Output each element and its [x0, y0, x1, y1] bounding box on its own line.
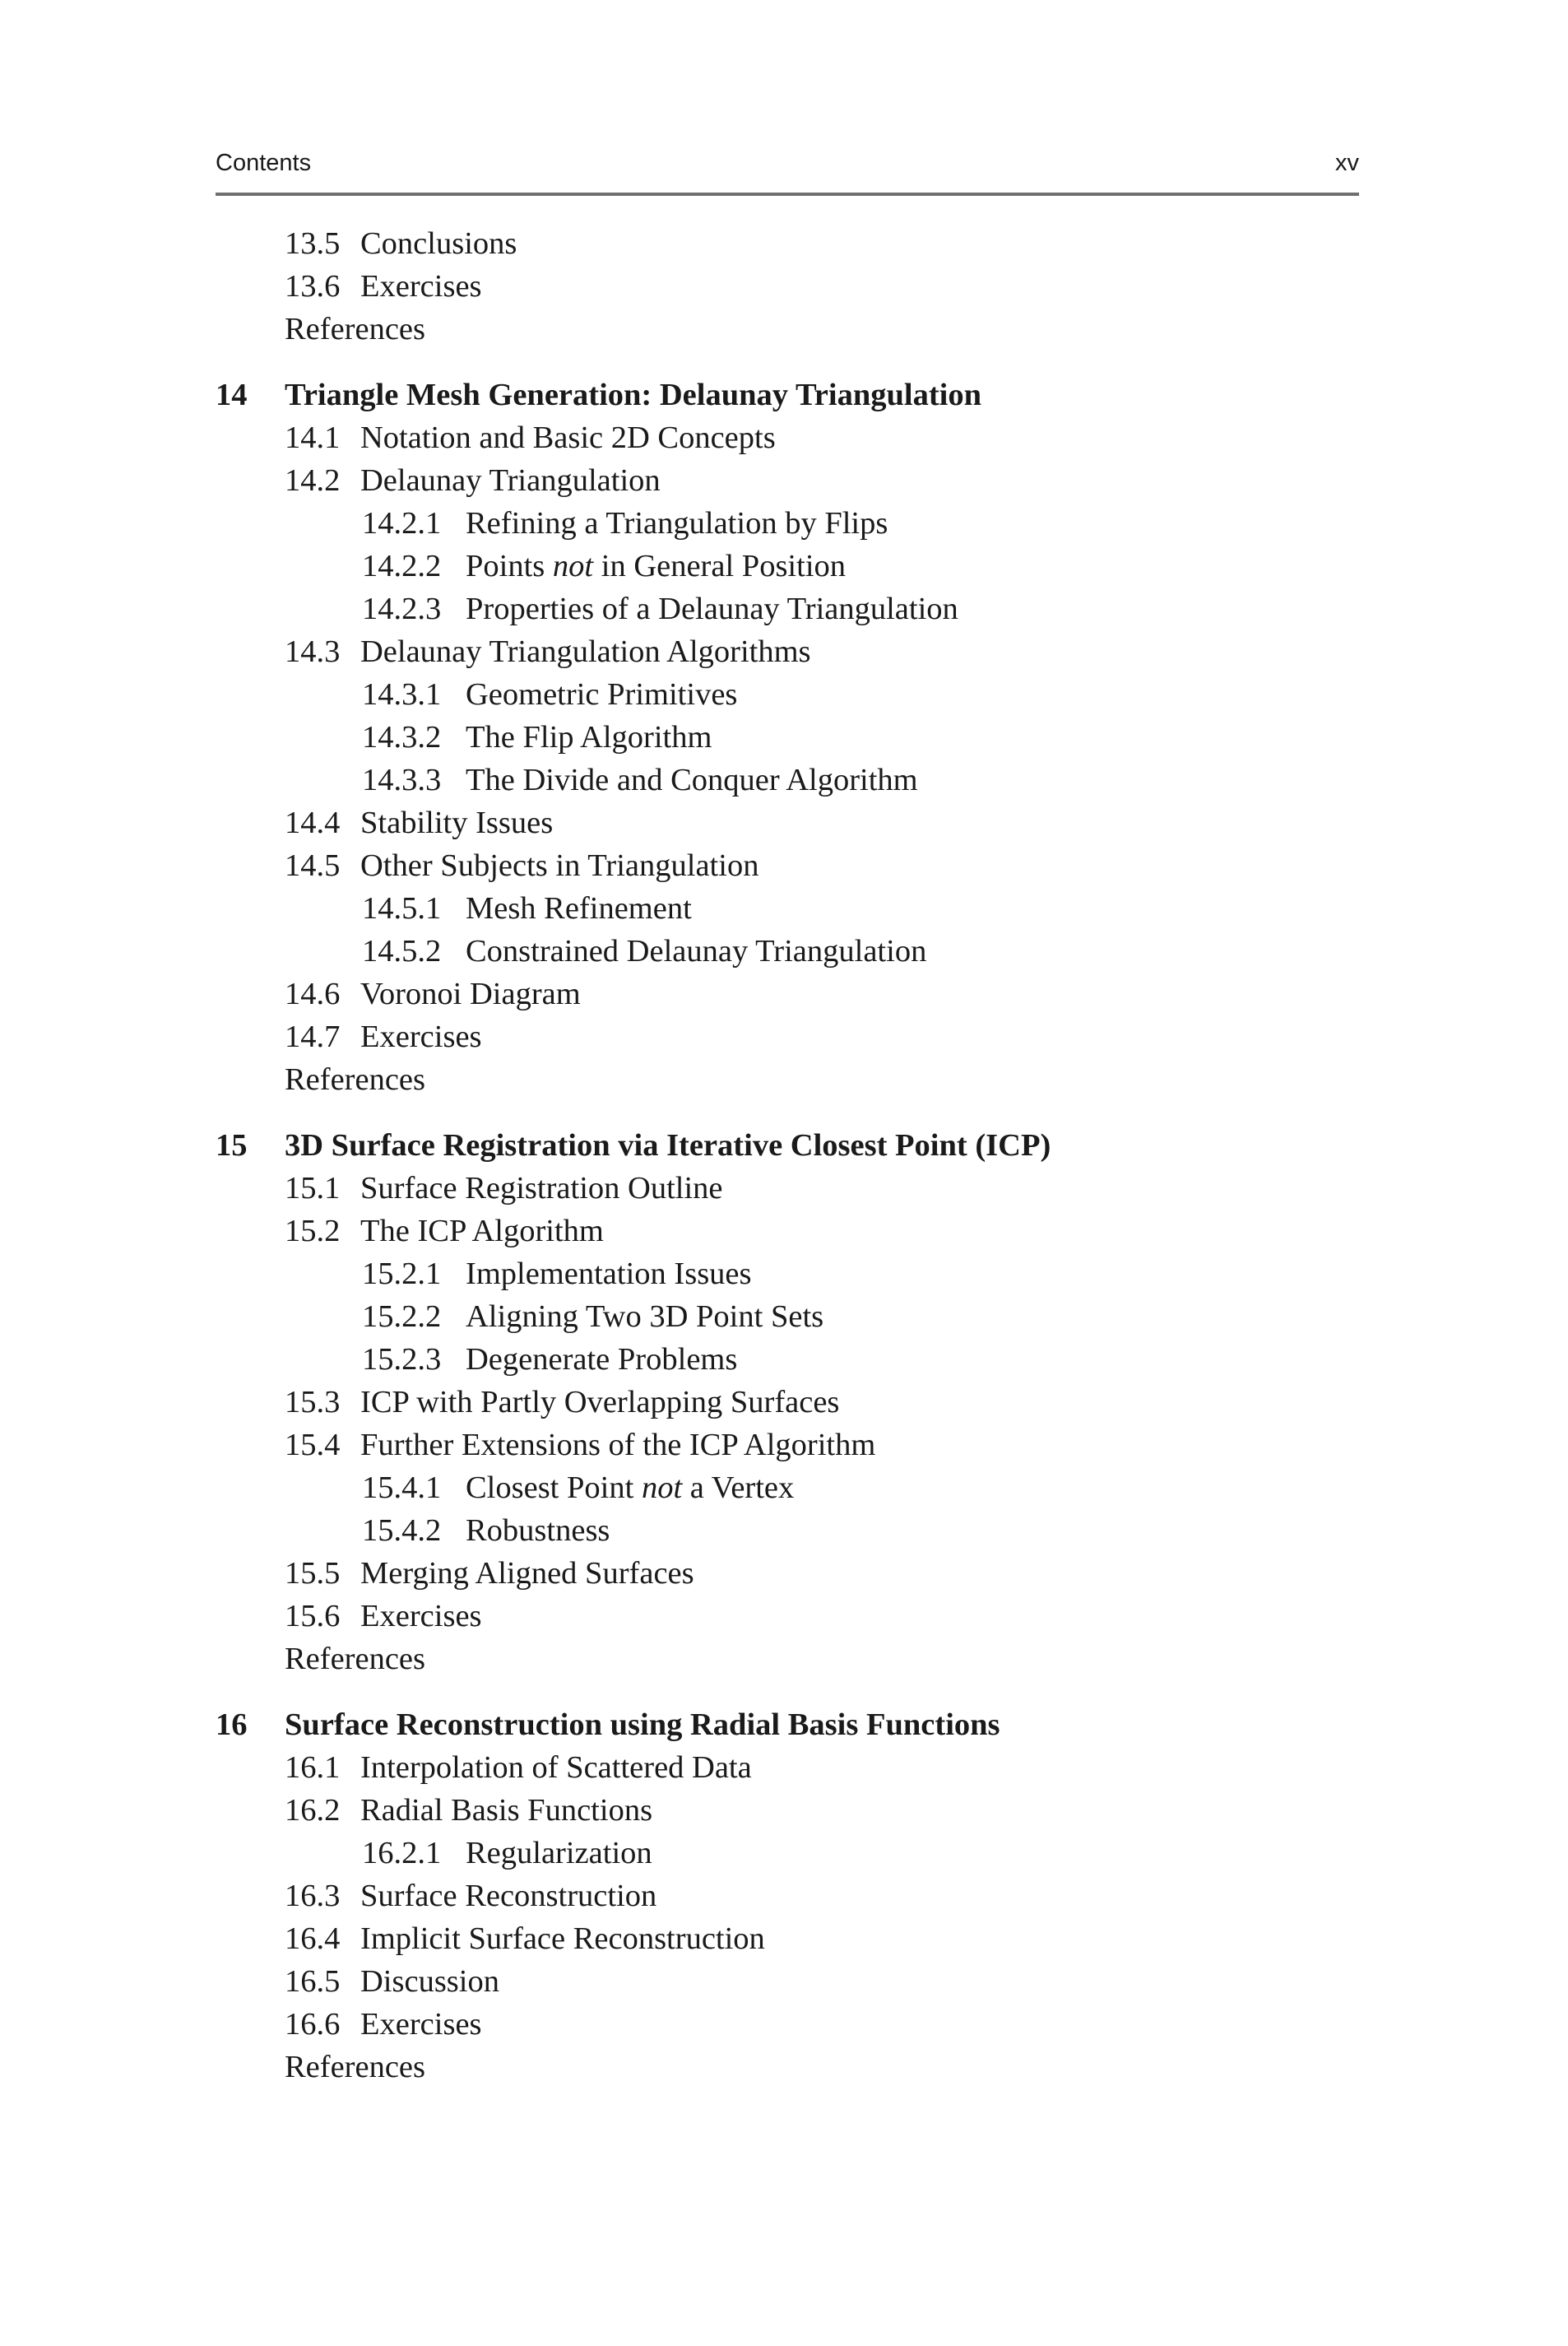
entry-title [285, 1638, 437, 1680]
entry-title-text: ICP with Partly Overlapping Surfaces [360, 1385, 840, 1419]
entry-title [285, 2003, 494, 2046]
toc-section-entry[interactable] [216, 545, 1359, 588]
table-of-contents [216, 222, 1359, 2088]
entry-title [362, 1338, 749, 1381]
section-number: 13.5 [285, 226, 341, 261]
entry-title-text: Closest Point [466, 1470, 642, 1505]
entry-title [285, 1746, 763, 1789]
entry-title [285, 973, 592, 1015]
toc-references-entry[interactable] [216, 2046, 1359, 2088]
toc-chapter-entry[interactable] [216, 1124, 1359, 1167]
entry-title-text: Robustness [466, 1513, 610, 1548]
section-number: 14.3 [285, 634, 341, 669]
entry-title-text: The Flip Algorithm [466, 720, 712, 755]
toc-section-entry[interactable] [216, 1509, 1359, 1552]
entry-title [285, 1703, 1012, 1746]
section-number: 14.2.3 [362, 592, 442, 626]
entry-title [285, 1424, 887, 1466]
toc-section-entry[interactable] [216, 716, 1359, 759]
section-number: 15.3 [285, 1385, 341, 1419]
section-number: 15.1 [285, 1171, 341, 1206]
entry-title-text: 3D Surface Registration via Iterative Closest Point (ICP) [285, 1128, 1051, 1163]
toc-section-entry[interactable] [216, 1789, 1359, 1832]
section-number: 15.2.2 [362, 1299, 442, 1334]
entry-title [285, 1381, 851, 1424]
entry-title-text: Exercises [360, 1020, 482, 1054]
toc-section-entry[interactable] [216, 1874, 1359, 1917]
entry-title-text: Conclusions [360, 226, 517, 261]
section-number: 14.3.1 [362, 677, 442, 712]
entry-title [285, 1124, 1062, 1167]
entry-title [285, 844, 770, 887]
section-number: 15.6 [285, 1599, 341, 1633]
section-number: 14.2.2 [362, 549, 442, 583]
entry-title [362, 502, 899, 545]
toc-references-entry[interactable] [216, 1058, 1359, 1101]
entry-title [285, 801, 564, 844]
entry-title [362, 1252, 763, 1295]
toc-section-entry[interactable] [216, 1960, 1359, 2003]
entry-title-text: Stability Issues [360, 806, 554, 840]
entry-title [285, 1960, 511, 2003]
entry-title-text: Refining a Triangulation by Flips [466, 506, 888, 541]
section-number: 15.4.1 [362, 1470, 442, 1505]
entry-title-text: The ICP Algorithm [360, 1214, 604, 1248]
section-number: 14.6 [285, 977, 341, 1011]
toc-section-entry[interactable] [216, 222, 1359, 265]
toc-section-entry[interactable] [216, 1167, 1359, 1210]
entry-title [285, 374, 993, 416]
entry-title [285, 1015, 494, 1058]
toc-section-entry[interactable] [216, 844, 1359, 887]
entry-title [362, 1466, 805, 1509]
entry-title-text: Mesh Refinement [466, 891, 692, 926]
toc-section-entry[interactable] [216, 1917, 1359, 1960]
toc-section-entry[interactable] [216, 1595, 1359, 1638]
toc-section-entry[interactable] [216, 1252, 1359, 1295]
entry-title [362, 588, 970, 630]
entry-title-text: Implicit Surface Reconstruction [360, 1921, 765, 1956]
toc-section-entry[interactable] [216, 801, 1359, 844]
toc-section-entry[interactable] [216, 1338, 1359, 1381]
entry-title [362, 716, 723, 759]
entry-title [362, 545, 857, 588]
entry-title-text: References [285, 312, 425, 346]
entry-title-text: Other Subjects in Triangulation [360, 848, 759, 883]
entry-title [285, 265, 494, 308]
chapter-number: 15 [216, 1128, 248, 1163]
section-number: 14.2.1 [362, 506, 442, 541]
toc-references-entry[interactable] [216, 308, 1359, 351]
entry-title-text: Regularization [466, 1836, 652, 1870]
toc-section-entry[interactable] [216, 1832, 1359, 1874]
section-number: 13.6 [285, 269, 341, 304]
entry-title-text-rest: in General Position [593, 549, 847, 583]
toc-section-entry[interactable] [216, 1295, 1359, 1338]
toc-section-entry[interactable] [216, 930, 1359, 973]
entry-title-text: Discussion [360, 1964, 499, 1999]
toc-section-entry[interactable] [216, 2003, 1359, 2046]
entry-title [285, 1874, 668, 1917]
toc-section-entry[interactable] [216, 1210, 1359, 1252]
entry-title [285, 1210, 615, 1252]
chapter-number: 14 [216, 378, 248, 412]
entry-title [362, 759, 930, 801]
entry-title-text: Interpolation of Scattered Data [360, 1750, 752, 1785]
entry-title [285, 222, 528, 265]
section-number: 15.2.3 [362, 1342, 442, 1377]
entry-title-text: Voronoi Diagram [360, 977, 581, 1011]
section-number: 15.5 [285, 1556, 341, 1591]
toc-section-entry[interactable] [216, 1746, 1359, 1789]
entry-title [362, 1832, 664, 1874]
toc-section-entry[interactable] [216, 630, 1359, 673]
toc-section-entry[interactable] [216, 265, 1359, 308]
entry-title-text: Merging Aligned Surfaces [360, 1556, 694, 1591]
entry-title-emphasis: not [552, 549, 594, 583]
section-number: 14.5 [285, 848, 341, 883]
entry-title-text: Degenerate Problems [466, 1342, 738, 1377]
toc-section-entry[interactable] [216, 673, 1359, 716]
entry-title [285, 416, 787, 459]
entry-title-text-rest: a Vertex [682, 1470, 795, 1505]
section-number: 16.3 [285, 1879, 341, 1913]
entry-title [285, 1917, 777, 1960]
running-header-section: Contents [216, 150, 312, 176]
toc-section-entry[interactable] [216, 887, 1359, 930]
entry-title-text: Constrained Delaunay Triangulation [466, 934, 927, 969]
entry-title [285, 1789, 664, 1832]
entry-title-text: References [285, 1062, 425, 1097]
toc-section-entry[interactable] [216, 1381, 1359, 1424]
entry-title-text: Points [466, 549, 553, 583]
entry-title-text: Geometric Primitives [466, 677, 738, 712]
chapter-number: 16 [216, 1707, 248, 1742]
toc-section-entry[interactable] [216, 416, 1359, 459]
running-header [216, 146, 1359, 196]
entry-title [285, 2046, 437, 2088]
entry-title-text: Notation and Basic 2D Concepts [360, 420, 776, 455]
entry-title-text: Surface Reconstruction [360, 1879, 657, 1913]
entry-title-text: References [285, 2050, 425, 2084]
section-number: 14.3.3 [362, 763, 442, 797]
section-number: 15.4.2 [362, 1513, 442, 1548]
section-number: 16.6 [285, 2007, 341, 2042]
section-number: 14.4 [285, 806, 341, 840]
section-number: 14.2 [285, 463, 341, 498]
entry-title-text: Exercises [360, 2007, 482, 2042]
entry-title-text: References [285, 1642, 425, 1676]
toc-section-entry[interactable] [216, 502, 1359, 545]
toc-chapter-entry[interactable] [216, 1703, 1359, 1746]
section-number: 15.4 [285, 1428, 341, 1462]
entry-title-text: Properties of a Delaunay Triangulation [466, 592, 958, 626]
section-number: 14.7 [285, 1020, 341, 1054]
entry-title-text: Delaunay Triangulation [360, 463, 661, 498]
toc-section-entry[interactable] [216, 973, 1359, 1015]
section-number: 14.1 [285, 420, 341, 455]
page-number: xv [1335, 150, 1359, 176]
section-number: 16.2.1 [362, 1836, 442, 1870]
toc-chapter-entry[interactable] [216, 374, 1359, 416]
entry-title-text: Further Extensions of the ICP Algorithm [360, 1428, 876, 1462]
toc-section-entry[interactable] [216, 588, 1359, 630]
toc-section-entry[interactable] [216, 459, 1359, 502]
entry-title-emphasis: not [641, 1470, 683, 1505]
entry-title [285, 1058, 437, 1101]
entry-title-text: Exercises [360, 269, 482, 304]
entry-title-text: Surface Reconstruction using Radial Basis Functions [285, 1707, 1000, 1742]
section-number: 16.5 [285, 1964, 341, 1999]
entry-title [285, 459, 672, 502]
toc-section-entry[interactable] [216, 1466, 1359, 1509]
entry-title-text: The Divide and Conquer Algorithm [466, 763, 918, 797]
section-number: 15.2 [285, 1214, 341, 1248]
entry-title [285, 1552, 706, 1595]
toc-section-entry[interactable] [216, 1424, 1359, 1466]
entry-title [362, 673, 749, 716]
entry-title-text: Delaunay Triangulation Algorithms [360, 634, 811, 669]
entry-title-text: Radial Basis Functions [360, 1793, 653, 1828]
entry-title [362, 887, 703, 930]
toc-section-entry[interactable] [216, 1015, 1359, 1058]
entry-title [285, 308, 437, 351]
section-number: 14.3.2 [362, 720, 442, 755]
section-number: 15.2.1 [362, 1257, 442, 1291]
section-number: 16.1 [285, 1750, 341, 1785]
section-number: 14.5.1 [362, 891, 442, 926]
entry-title [362, 1295, 835, 1338]
entry-title [362, 930, 938, 973]
entry-title [285, 1167, 735, 1210]
section-number: 14.5.2 [362, 934, 442, 969]
section-number: 16.4 [285, 1921, 341, 1956]
entry-title-text: Implementation Issues [466, 1257, 752, 1291]
section-number: 16.2 [285, 1793, 341, 1828]
entry-title-text: Aligning Two 3D Point Sets [466, 1299, 824, 1334]
entry-title [285, 630, 823, 673]
entry-title-text: Surface Registration Outline [360, 1171, 723, 1206]
toc-section-entry[interactable] [216, 1552, 1359, 1595]
entry-title-text: Triangle Mesh Generation: Delaunay Triangulation [285, 378, 982, 412]
entry-title [285, 1595, 494, 1638]
entry-title [362, 1509, 621, 1552]
toc-section-entry[interactable] [216, 759, 1359, 801]
entry-title-text: Exercises [360, 1599, 482, 1633]
toc-references-entry[interactable] [216, 1638, 1359, 1680]
